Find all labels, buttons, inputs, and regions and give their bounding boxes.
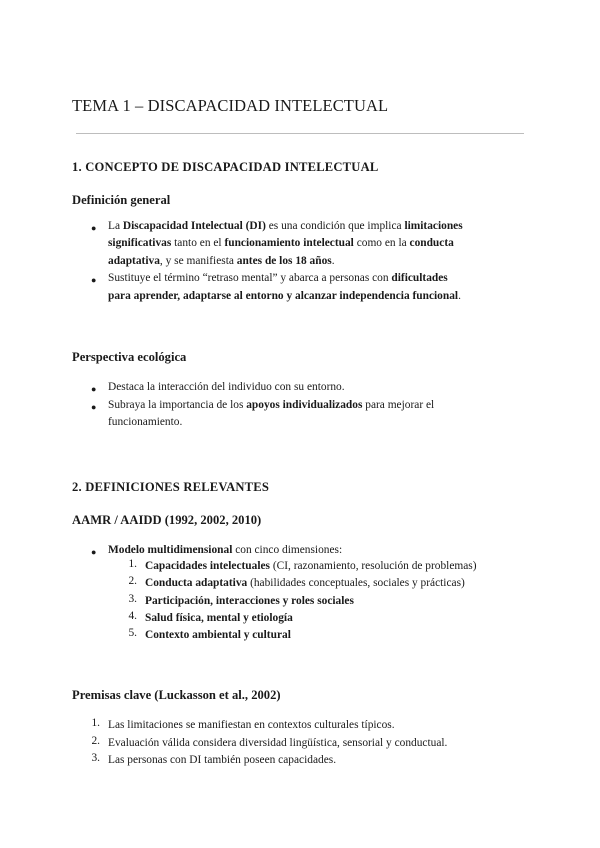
perspectiva-bullet-2-line-2: funcionamiento. [108, 416, 183, 428]
list-number: 2. [91, 735, 100, 747]
list-item: Participación, interacciones y roles sociales [145, 595, 354, 607]
aamr-bullet: Modelo multidimensional con cinco dimensiones: [108, 544, 343, 556]
definicion-bullet-2-line-2: para aprender, adaptarse al entorno y alcanzar independencia funcional. [108, 290, 461, 302]
definicion-bullet-1-line-3: adaptativa, y se manifiesta antes de los 18 años. [108, 255, 335, 267]
definicion-bullet-2-line-1: Sustituye el término “retraso mental” y abarca a personas con dificultades [108, 272, 448, 284]
section-2-heading: 2. DEFINICIONES RELEVANTES [72, 480, 270, 494]
document-title: TEMA 1 – DISCAPACIDAD INTELECTUAL [72, 96, 389, 115]
aamr-heading: AAMR / AAIDD (1992, 2002, 2010) [72, 513, 262, 527]
title-divider [76, 133, 524, 134]
list-item: Salud física, mental y etiología [145, 612, 293, 624]
list-number: 1. [128, 558, 137, 570]
list-item: Las limitaciones se manifiestan en contextos culturales típicos. [108, 719, 395, 731]
premisas-heading: Premisas clave (Luckasson et al., 2002) [72, 688, 281, 702]
list-item: Conducta adaptativa (habilidades conceptuales, sociales y prácticas) [145, 577, 465, 589]
bullet-icon: ● [91, 223, 97, 233]
bullet-icon: ● [91, 275, 97, 285]
list-item: Evaluación válida considera diversidad lingüística, sensorial y conductual. [108, 737, 448, 749]
list-item: Contexto ambiental y cultural [145, 629, 291, 641]
list-number: 1. [91, 717, 100, 729]
perspectiva-bullet-1: Destaca la interacción del individuo con su entorno. [108, 381, 345, 393]
list-item: Las personas con DI también poseen capacidades. [108, 754, 337, 766]
section-1-heading: 1. CONCEPTO DE DISCAPACIDAD INTELECTUAL [72, 160, 379, 174]
list-number: 2. [128, 575, 137, 587]
definicion-heading: Definición general [72, 193, 171, 207]
list-item: Capacidades intelectuales (CI, razonamiento, resolución de problemas) [145, 560, 477, 572]
perspectiva-bullet-2-line-1: Subraya la importancia de los apoyos individualizados para mejorar el [108, 399, 435, 411]
bullet-icon: ● [91, 547, 97, 557]
list-number: 3. [128, 593, 137, 605]
definicion-bullet-1-line-1: La Discapacidad Intelectual (DI) es una condición que implica limitaciones [108, 220, 463, 232]
list-number: 4. [128, 610, 137, 622]
list-number: 5. [128, 627, 137, 639]
definicion-bullet-1-line-2: significativas tanto en el funcionamiento intelectual como en la conducta [108, 237, 454, 249]
perspectiva-heading: Perspectiva ecológica [72, 350, 187, 364]
list-number: 3. [91, 752, 100, 764]
bullet-icon: ● [91, 402, 97, 412]
bullet-icon: ● [91, 384, 97, 394]
